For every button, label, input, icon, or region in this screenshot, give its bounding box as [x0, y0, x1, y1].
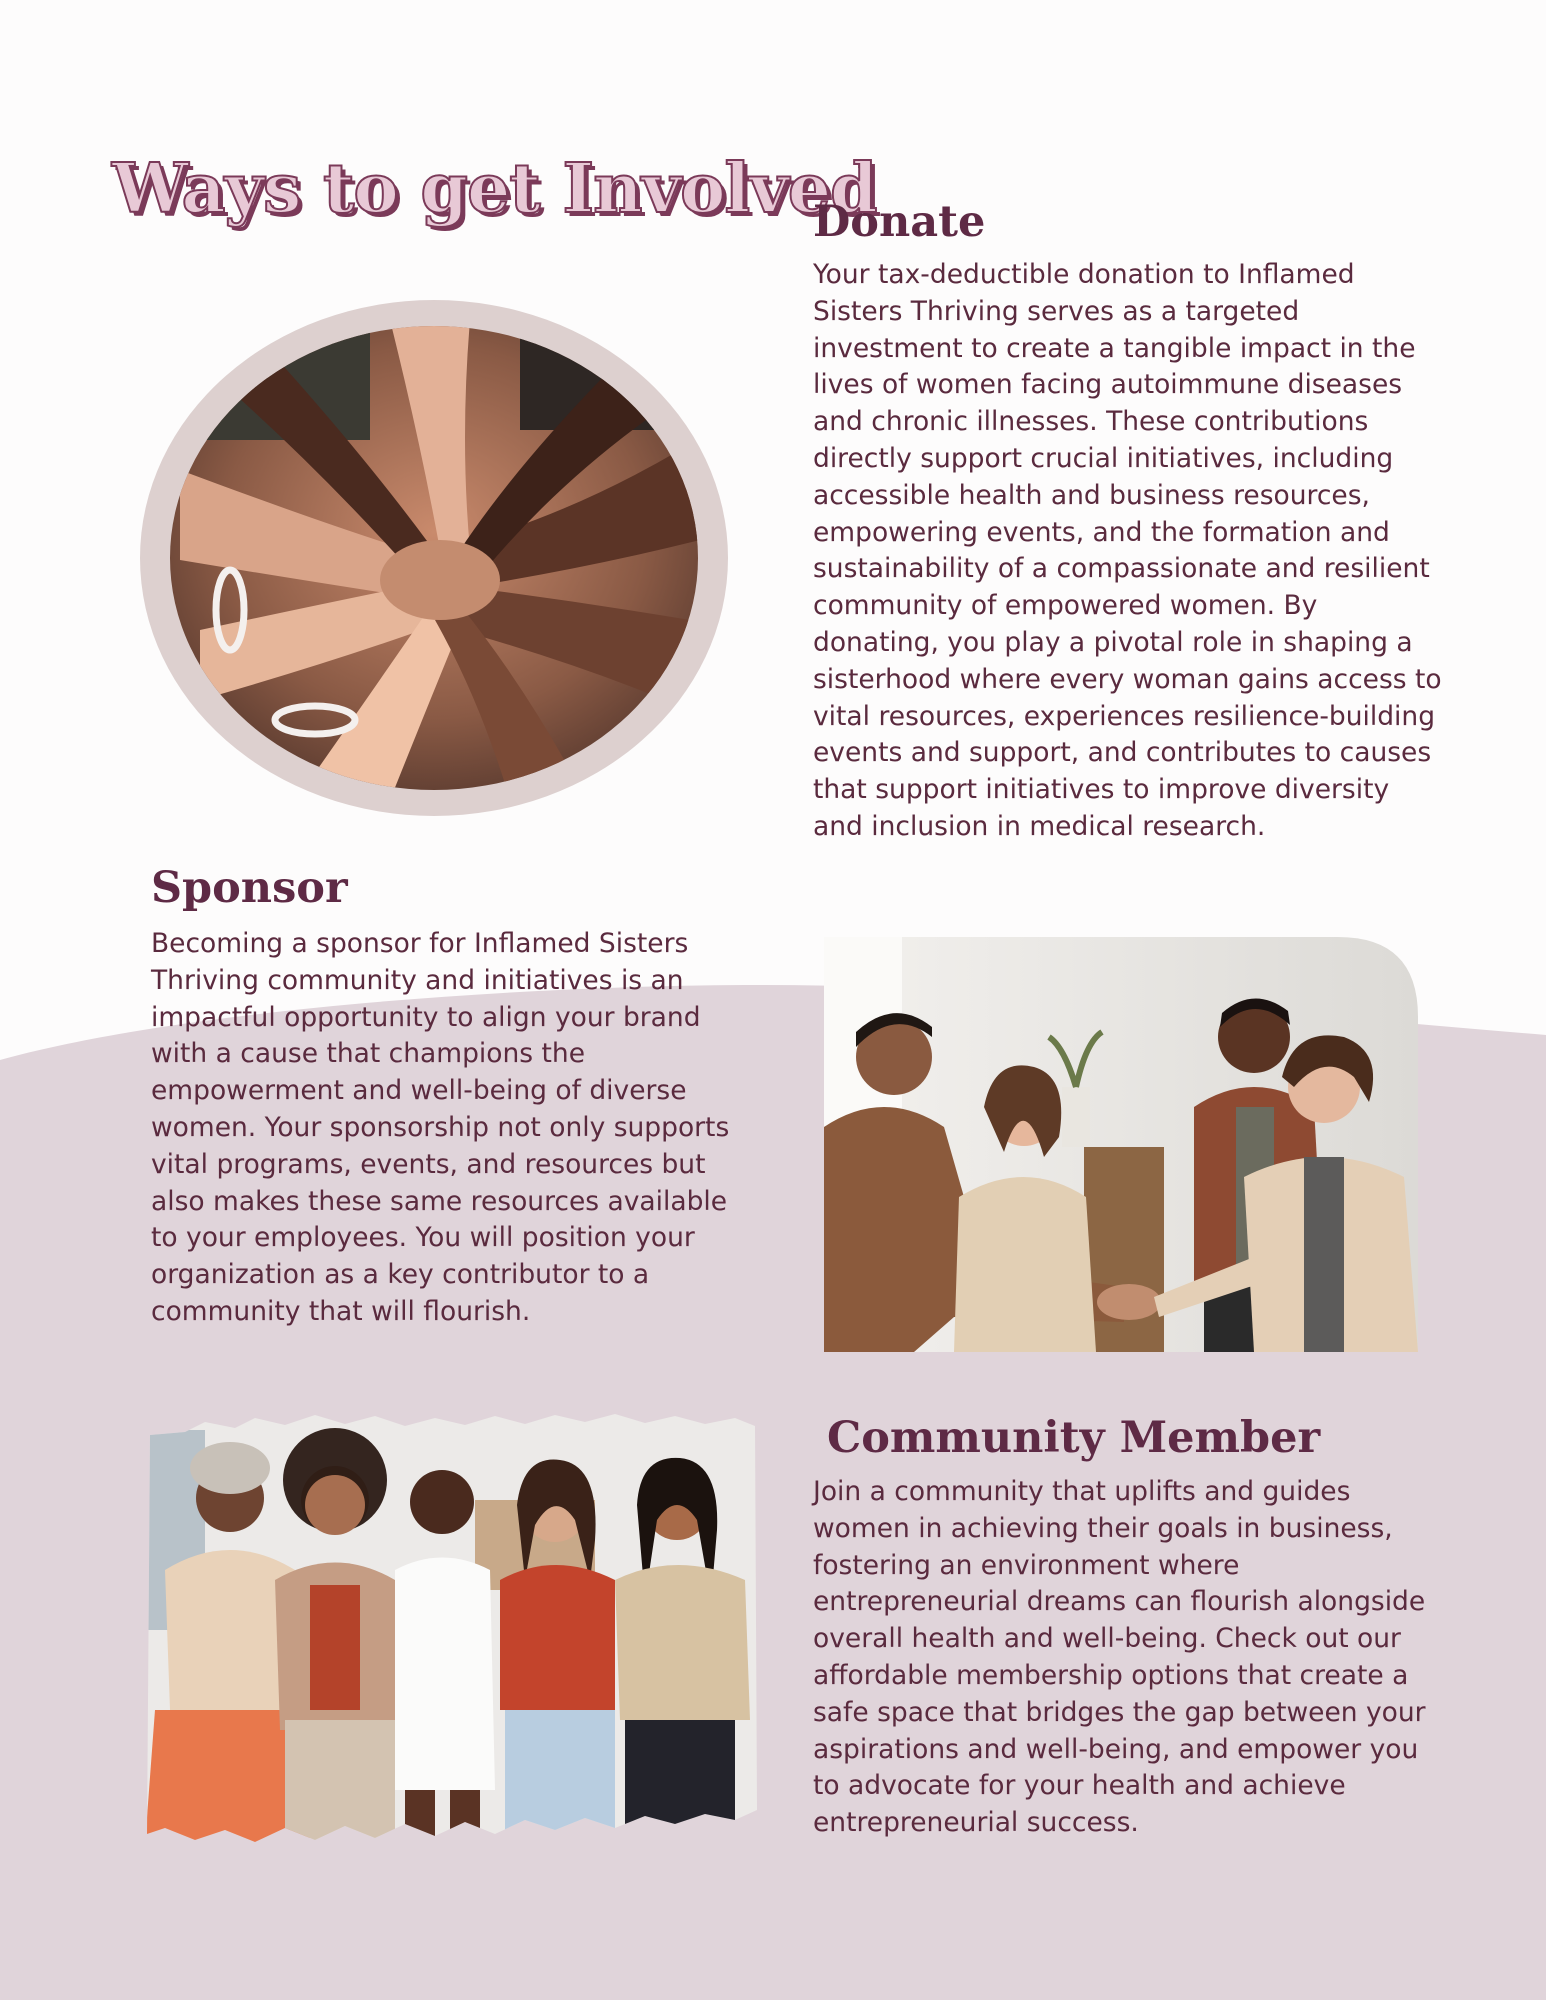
hands-together-photo	[140, 300, 728, 816]
donate-text: Your tax-deductible donation to Inflamed Sisters Thriving serves as a targeted investment to create a tangible impact in the lives of women facing autoimmune diseases and chronic illnesses. These contributions directly support crucial initiatives, including accessible health and business resources, empowering events, and the formation and sustainability of a compassionate and resilient community of empowered women. By donating, you play a pivotal role in shaping a sisterhood where every woman gains access to vital resources, experiences resilience-building events and support, and contributes to causes that support initiatives to improve diversity and inclusion in medical research.	[813, 259, 1442, 842]
page-title: Ways to get Involved	[112, 149, 877, 229]
community-member-heading: Community Member	[827, 1413, 1321, 1463]
sponsor-text: Becoming a sponsor for Inflamed Sisters Thriving community and initiatives is an impactful opportunity to align your brand with a cause that champions the empowerment and well-being of diverse women. Your sponsorship not only supports vital programs, events, and resources but also makes these same resources available to your employees. You will position your organization as a key contributor to a community that will flourish.	[151, 928, 730, 1327]
community-member-text: Join a community that uplifts and guides women in achieving their goals in business, fostering an environment where entrepreneurial dreams can flourish alongside overall health and well-being. Check out our affordable membership options that create a safe space that bridges the gap between your aspirations and well-being, and empower you to advocate for your health and achieve entrepreneurial success.	[813, 1476, 1426, 1839]
donate-heading: Donate	[813, 197, 986, 247]
sponsor-heading: Sponsor	[151, 863, 348, 913]
handshake-team-photo	[824, 937, 1418, 1352]
group-of-women-photo	[145, 1410, 760, 1844]
